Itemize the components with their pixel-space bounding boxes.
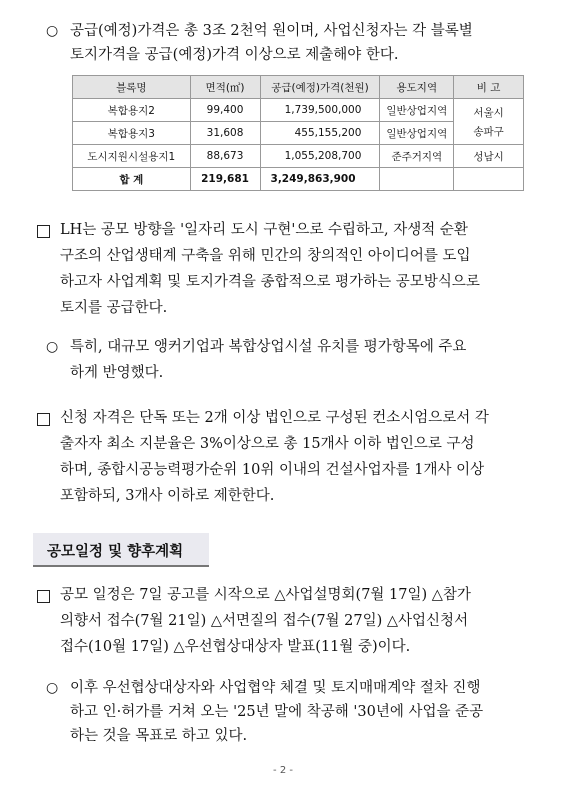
table-cell: 준주거지역 bbox=[380, 145, 454, 168]
page-number: - 2 - bbox=[273, 765, 293, 776]
text-line: 이후 우선협상대상자와 사업협약 체결 및 토지매매계약 절차 진행 bbox=[70, 680, 481, 696]
table-row bbox=[73, 99, 524, 122]
table-cell: 219,681 bbox=[190, 168, 260, 191]
paragraph-lh bbox=[60, 221, 540, 321]
table-header-cell: 면적(㎡) bbox=[190, 76, 260, 99]
table-cell: 도시지원시설용지1 bbox=[73, 145, 191, 168]
table-cell: 455,155,200 bbox=[260, 122, 380, 145]
text-line: 포함하되, 3개사 이하로 제한한다. bbox=[60, 488, 275, 504]
text-line: 하고자 사업계획 및 토지가격을 종합적으로 평가하는 공모방식으로 bbox=[60, 274, 480, 290]
sub-bullet-plan bbox=[70, 679, 540, 755]
text-line: LH는 공모 방향을 '일자리 도시 구현'으로 수립하고, 자생적 순환 bbox=[60, 222, 468, 238]
text-line: 하고 인·허가를 거쳐 오는 '25년 말에 착공해 '30년에 사업을 준공 bbox=[70, 704, 484, 720]
table-cell: 88,673 bbox=[190, 145, 260, 168]
table-cell: 3,249,863,900 bbox=[260, 168, 380, 191]
text-line: 출자자 최소 지분율은 3%이상으로 총 15개사 이하 법인으로 구성 bbox=[60, 436, 475, 452]
text-line: 공모 일정은 7일 공고를 시작으로 △사업설명회(7월 17일) △참가 bbox=[60, 587, 471, 603]
table-cell: 합 계 bbox=[73, 168, 191, 191]
table-header-cell: 공급(예정)가격(천원) bbox=[260, 76, 380, 99]
text-line: 특히, 대규모 앵커기업과 복합상업시설 유치를 평가항목에 주요 bbox=[70, 339, 467, 355]
table-header-cell: 블록명 bbox=[73, 76, 191, 99]
circle-bullet-icon: ○ bbox=[46, 339, 59, 355]
table-cell bbox=[454, 168, 524, 191]
table-cell: 복합용지3 bbox=[73, 122, 191, 145]
section-heading bbox=[33, 533, 209, 567]
sub-bullet-anchor bbox=[70, 338, 540, 384]
table-cell: 성남시 bbox=[454, 145, 524, 168]
text-line: 의향서 접수(7월 21일) △서면질의 접수(7월 27일) △사업신청서 bbox=[60, 613, 469, 629]
text-line: 신청 자격은 단독 또는 2개 이상 법인으로 구성된 컨소시엄으로서 각 bbox=[60, 410, 489, 426]
circle-bullet-icon: ○ bbox=[46, 680, 59, 696]
note-line: 송파구 bbox=[473, 125, 504, 138]
table-cell: 일반상업지역 bbox=[380, 122, 454, 145]
checkbox-bullet-icon bbox=[37, 413, 50, 426]
intro-text bbox=[70, 22, 550, 62]
section-title: 공모일정 및 향후계획 bbox=[47, 544, 184, 560]
text-line: 토지를 공급한다. bbox=[60, 300, 168, 316]
circle-bullet-icon: ○ bbox=[46, 23, 59, 39]
text-line: 접수(10월 17일) △우선협상대상자 발표(11월 중)이다. bbox=[60, 639, 411, 655]
note-line: 서울시 bbox=[473, 106, 504, 119]
table-header-cell: 비 고 bbox=[454, 76, 524, 99]
checkbox-bullet-icon bbox=[37, 590, 50, 603]
table-cell: 1,055,208,700 bbox=[260, 145, 380, 168]
table-header-row bbox=[73, 76, 524, 99]
text-line: 토지가격을 공급(예정)가격 이상으로 제출해야 한다. bbox=[70, 47, 399, 63]
table-cell: 99,400 bbox=[190, 99, 260, 122]
paragraph-qualification bbox=[60, 409, 540, 509]
table-cell: 일반상업지역 bbox=[380, 99, 454, 122]
table-cell-note bbox=[454, 99, 524, 145]
checkbox-bullet-icon bbox=[37, 225, 50, 238]
table-cell: 복합용지2 bbox=[73, 99, 191, 122]
table-header-cell: 용도지역 bbox=[380, 76, 454, 99]
supply-price-table bbox=[72, 75, 524, 191]
table-total-row bbox=[73, 168, 524, 191]
text-line: 하며, 종합시공능력평가순위 10위 이내의 건설사업자를 1개사 이상 bbox=[60, 462, 485, 478]
table-cell: 31,608 bbox=[190, 122, 260, 145]
text-line: 하게 반영했다. bbox=[70, 365, 164, 381]
table-cell bbox=[380, 168, 454, 191]
table-row bbox=[73, 145, 524, 168]
text-line: 공급(예정)가격은 총 3조 2천억 원이며, 사업신청자는 각 블록별 bbox=[70, 23, 473, 39]
text-line: 구조의 산업생태계 구축을 위해 민간의 창의적인 아이디어를 도입 bbox=[60, 248, 471, 264]
table-cell: 1,739,500,000 bbox=[260, 99, 380, 122]
paragraph-schedule bbox=[60, 586, 540, 662]
text-line: 하는 것을 목표로 하고 있다. bbox=[70, 728, 248, 744]
